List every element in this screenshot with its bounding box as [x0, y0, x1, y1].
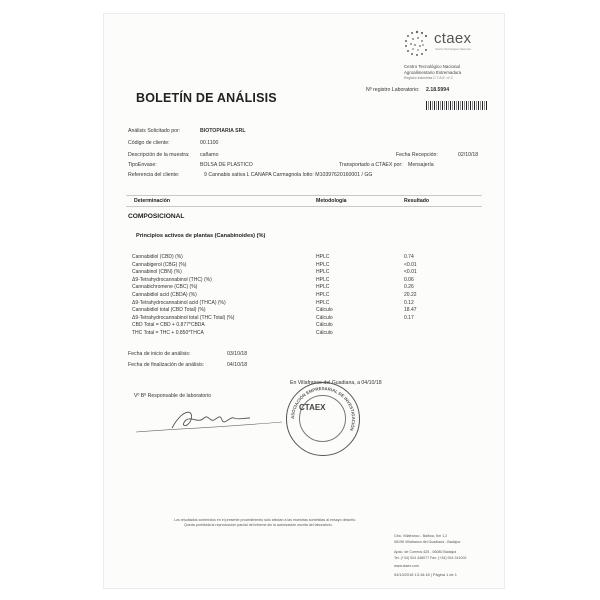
- svg-text:ASOCIACIÓN EMPRESARIAL DE INVE: ASOCIACIÓN EMPRESARIAL DE INVESTIGACIÓN: [289, 385, 357, 432]
- address-line-3: Apdo. de Correos 425 - 06080 Badajoz: [394, 550, 457, 554]
- row-determination: Δ9-Tetrahydrocannabinol acid (THCA) (%): [132, 299, 226, 306]
- row-result: 0.12: [404, 299, 414, 306]
- row-determination: Cannabichromene (CBC) (%): [132, 284, 198, 291]
- registry-value: 2.18.5994: [426, 87, 450, 93]
- org-line-1: Centro Tecnológico Nacional: [404, 64, 460, 69]
- org-line-3: Registro Industrias C.T.A.E. nº 2: [404, 76, 453, 80]
- col-result: Resultado: [404, 198, 430, 204]
- row-determination: Cannabinol (CBN) (%): [132, 269, 182, 276]
- row-determination: Cannabidiol (CBD) (%): [132, 254, 183, 260]
- row-method: HPLC: [316, 254, 330, 260]
- address-line-4: Tel: (+34) 924 448077 Fax: (+34) 924 241002: [394, 556, 467, 560]
- client-ref-label: Referencia del cliente:: [128, 172, 180, 178]
- logo-name: ctaex: [434, 30, 472, 47]
- place-date: En Villafranco del Guadiana, a 04/10/18: [290, 380, 382, 386]
- start-date-value: 03/10/18: [227, 351, 248, 357]
- col-determination: Determinación: [134, 198, 171, 204]
- col-method: Metodología: [316, 198, 347, 204]
- row-determination: Cannabidiol total (CBD Total) (%): [132, 307, 206, 314]
- address-line-2: 06195 Villafranco del Guadiana - Badajoz: [394, 540, 461, 544]
- row-method: HPLC: [316, 261, 330, 268]
- row-method: Cálculo: [316, 330, 333, 336]
- row-result: 0.06: [404, 276, 414, 283]
- row-determination: Δ9-Tetrahydrocannabinol (THC) (%): [132, 276, 212, 283]
- table-top-divider: [126, 195, 482, 196]
- logo-subtitle: Centro Tecnológico Nacional: [435, 47, 471, 51]
- address-line-5: www.ctaex.com: [394, 564, 419, 568]
- row-method: Cálculo: [316, 307, 333, 314]
- client-ref-value: 9 Cannabis sativa L CANAPA Carmagnola lotto: M10397620160001 / GG: [204, 172, 373, 178]
- disclaimer-line-2: Queda prohibida la reproducción parcial del informe sin la autorización escrita del laboratorio.: [184, 523, 333, 527]
- page-title: BOLETÍN DE ANÁLISIS: [136, 91, 277, 105]
- registry-label: Nº registro Laboratorio:: [366, 87, 420, 93]
- row-method: HPLC: [316, 292, 330, 298]
- row-method: HPLC: [316, 269, 330, 276]
- row-result: 0.74: [404, 254, 414, 260]
- analysis-report-page: [104, 14, 504, 588]
- end-date-value: 04/10/18: [227, 362, 248, 368]
- row-result: 0.17: [404, 314, 414, 321]
- official-stamp: [286, 382, 360, 456]
- client-code-value: 00.1100: [200, 140, 219, 146]
- container-value: BOLSA DE PLASTICO: [200, 162, 253, 168]
- stamp-text: CTAEX: [299, 403, 326, 412]
- start-date-label: Fecha de inicio de análisis:: [128, 351, 191, 357]
- transport-label: Transportado a CTAEX por:: [339, 162, 403, 168]
- row-determination: Δ9-Tetrahydrocannabinol total (THC Total) (%): [132, 314, 235, 321]
- row-method: Cálculo: [316, 314, 333, 321]
- ctaex-logo-dots-icon: [402, 28, 432, 58]
- row-method: HPLC: [316, 276, 330, 283]
- section-title: COMPOSICIONAL: [128, 213, 185, 220]
- requested-by-value: BIOTOPIARIA SRL: [200, 128, 246, 134]
- sample-desc-value: cañamo: [200, 152, 219, 158]
- reception-date-value: 02/10/18: [458, 152, 479, 158]
- container-label: TipoEnvase:: [128, 162, 157, 168]
- subsection-title: Principios activos de plantas (Canabinoides) (%): [136, 233, 266, 239]
- handwritten-signature: [134, 402, 284, 438]
- address-line-1: Ctra. Villafranco - Balboa, Km 1,2: [394, 534, 448, 538]
- transport-value: Mensajería: [408, 162, 434, 168]
- reception-date-label: Fecha Recepción:: [396, 152, 438, 158]
- approval-label: Vº Bº Responsable de laboratorio: [134, 393, 212, 399]
- client-code-label: Código de cliente:: [128, 140, 170, 146]
- row-result: <0.01: [404, 261, 417, 268]
- row-method: HPLC: [316, 299, 330, 306]
- table-header-divider: [126, 206, 482, 207]
- stamp-ring-text-icon: [287, 383, 359, 455]
- row-determination: THC Total = THC + 0.850*THCA: [132, 330, 204, 336]
- row-method: Cálculo: [316, 322, 333, 329]
- row-result: <0.01: [404, 269, 417, 276]
- row-determination: CBD Total = CBD + 0.877*CBDA: [132, 322, 205, 329]
- row-result: 20.22: [404, 292, 417, 298]
- org-line-2: Agroalimentario Extremadura: [404, 70, 462, 75]
- barcode: [426, 101, 488, 110]
- row-method: HPLC: [316, 284, 330, 291]
- disclaimer-line-1: Los resultados contenidos en el presente procedimiento sólo afectan a las muestras sometidas al ensayo descrito.: [174, 518, 357, 522]
- sample-desc-label: Descripción de la muestra:: [128, 152, 190, 158]
- row-result: 0.26: [404, 284, 414, 291]
- row-determination: Cannabigerol (CBG) (%): [132, 261, 187, 268]
- requested-by-label: Análisis Solicitado por:: [128, 128, 181, 134]
- end-date-label: Fecha de finalización de análisis:: [128, 362, 205, 368]
- page-info: 04/10/2018 13:16:18 | Página 1 de 1: [394, 572, 457, 577]
- row-determination: Cannabidiol acid (CBDA) (%): [132, 292, 197, 298]
- row-result: 18.47: [404, 307, 417, 314]
